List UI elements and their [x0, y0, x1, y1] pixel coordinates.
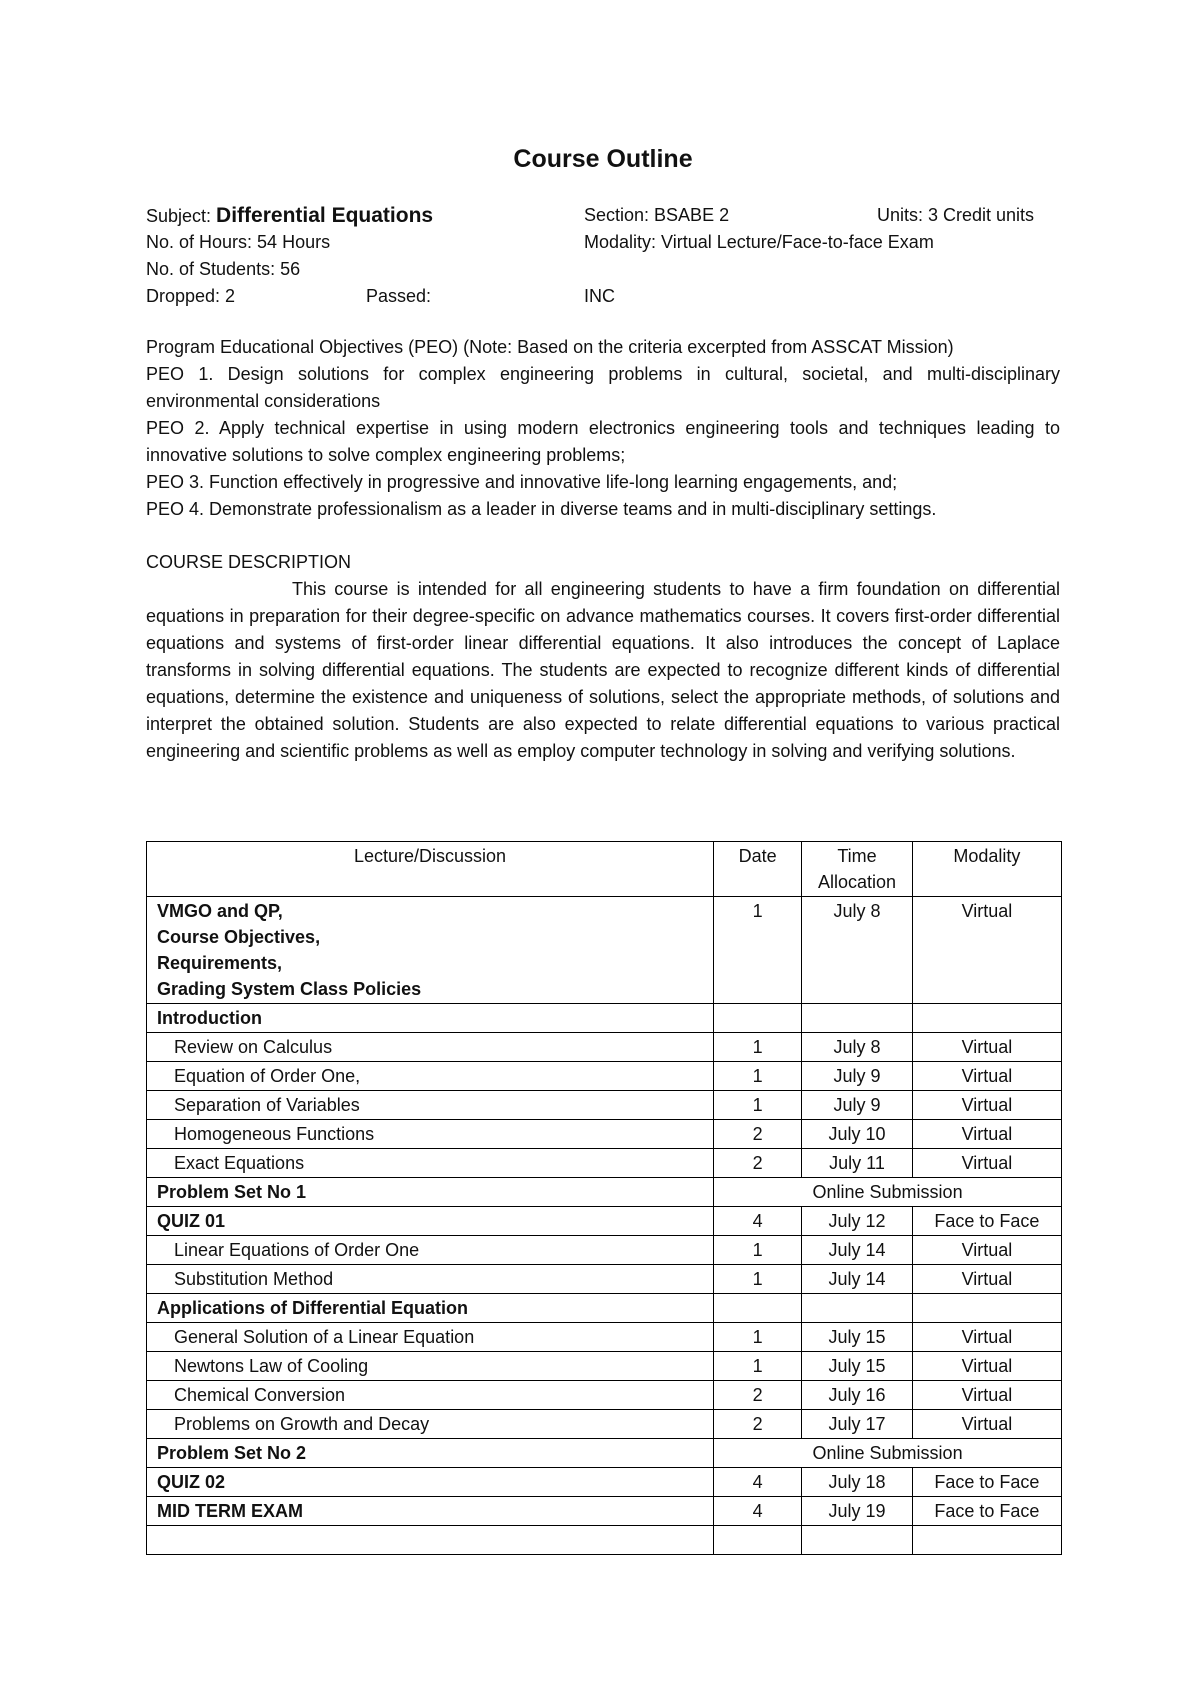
hours-info: No. of Hours: 54 Hours: [146, 232, 331, 252]
modality-cell: Face to Face: [912, 1497, 1061, 1526]
lecture-cell: Linear Equations of Order One: [147, 1236, 714, 1265]
time-cell: July 10: [802, 1120, 913, 1149]
subject-value: Differential Equations: [216, 204, 434, 227]
table-row: [147, 1236, 1062, 1265]
vmgo-line: Requirements,: [157, 953, 283, 973]
table-row-midterm: [147, 1497, 1062, 1526]
table-row-problem-set-2: [147, 1439, 1062, 1468]
table-row: [147, 1062, 1062, 1091]
time-cell: July 9: [802, 1062, 913, 1091]
document-page: [146, 145, 1060, 1521]
modality-cell: Virtual: [912, 1062, 1061, 1091]
time-cell: July 16: [802, 1381, 913, 1410]
date-cell: 1: [714, 1352, 802, 1381]
modality-info: Modality: Virtual Lecture/Face-to-face Exam: [584, 232, 934, 252]
lecture-cell: [147, 1526, 714, 1555]
modality-cell: Face to Face: [912, 1468, 1061, 1497]
vmgo-line: VMGO and QP,: [157, 901, 283, 921]
modality-cell: Virtual: [912, 1265, 1061, 1294]
table-row: [147, 1381, 1062, 1410]
lecture-cell: Separation of Variables: [147, 1091, 714, 1120]
table-header-row: [147, 842, 1062, 897]
header-time: Time Allocation: [802, 842, 913, 897]
vmgo-cell: [147, 897, 714, 1004]
table-row: [147, 1033, 1062, 1062]
table-row: [147, 1120, 1062, 1149]
table-row: [147, 1323, 1062, 1352]
peo-item-2: PEO 2. Apply technical expertise in using modern electronics engineering tools and techniques leading to innovative solutions to solve complex engineering problems;: [146, 418, 1060, 465]
table-row-section: [147, 1004, 1062, 1033]
time-cell: July 15: [802, 1352, 913, 1381]
inc-info: INC: [584, 286, 615, 306]
date-cell: [714, 1294, 802, 1323]
date-cell: 1: [714, 1091, 802, 1120]
modality-cell: Virtual: [912, 1033, 1061, 1062]
time-cell: July 17: [802, 1410, 913, 1439]
header-lecture: Lecture/Discussion: [147, 842, 714, 897]
date-cell: 2: [714, 1120, 802, 1149]
vmgo-line: Grading System Class Policies: [157, 979, 422, 999]
table-row: [147, 1410, 1062, 1439]
table-row: [147, 1352, 1062, 1381]
lecture-cell: Homogeneous Functions: [147, 1120, 714, 1149]
online-submission-cell: Online Submission: [714, 1439, 1062, 1468]
table-row-problem-set-1: [147, 1178, 1062, 1207]
date-cell: 1: [714, 1323, 802, 1352]
header-modality: Modality: [912, 842, 1061, 897]
modality-cell: [912, 1526, 1061, 1555]
date-cell: 2: [714, 1149, 802, 1178]
modality-cell: Face to Face: [912, 1207, 1061, 1236]
subject-line: [146, 202, 433, 230]
date-cell: 1: [714, 897, 802, 1004]
lecture-cell: Equation of Order One,: [147, 1062, 714, 1091]
modality-cell: Virtual: [912, 1323, 1061, 1352]
dropped-info: Dropped: 2: [146, 286, 236, 306]
time-cell: July 8: [802, 1033, 913, 1062]
peo-heading: Program Educational Objectives (PEO) (Note: Based on the criteria excerpted from ASSCAT Mission): [146, 337, 954, 357]
subject-label: Subject:: [146, 206, 217, 226]
time-cell: July 11: [802, 1149, 913, 1178]
modality-cell: Virtual: [912, 1091, 1061, 1120]
date-cell: 2: [714, 1410, 802, 1439]
table-row-quiz-02: [147, 1468, 1062, 1497]
time-cell: July 18: [802, 1468, 913, 1497]
table-row-empty: [147, 1526, 1062, 1555]
peo-section: [146, 334, 1060, 523]
table-row-quiz-01: [147, 1207, 1062, 1236]
modality-cell: Virtual: [912, 897, 1061, 1004]
peo-item-3: PEO 3. Function effectively in progressive and innovative life-long learning engagements, and;: [146, 472, 898, 492]
time-cell: July 15: [802, 1323, 913, 1352]
header-date: Date: [714, 842, 802, 897]
date-cell: 4: [714, 1468, 802, 1497]
vmgo-line: Course Objectives,: [157, 927, 321, 947]
date-cell: [714, 1526, 802, 1555]
lecture-cell: Exact Equations: [147, 1149, 714, 1178]
time-cell: [802, 1294, 913, 1323]
lecture-cell: General Solution of a Linear Equation: [147, 1323, 714, 1352]
course-description-heading: COURSE DESCRIPTION: [146, 552, 352, 572]
course-description-body: This course is intended for all engineering students to have a firm foundation on differential equations in preparation for their degree-specific on advance mathematics courses. It covers first-order differential equations and systems of first-order linear differential equations. It also introduces the concept of Laplace transforms in solving differential equations. The students are expected to recognize different kinds of differential equations, determine the existence and uniqueness of solutions, select the appropriate methods, of solutions and interpret the obtained solution. Students are also expected to relate differential equations to various practical engineering and scientific problems as well as employ computer technology in solving and verifying solutions.: [146, 579, 1060, 761]
lecture-cell: Review on Calculus: [147, 1033, 714, 1062]
modality-cell: Virtual: [912, 1381, 1061, 1410]
course-schedule-table: [146, 841, 1062, 1555]
date-cell: 1: [714, 1062, 802, 1091]
modality-cell: Virtual: [912, 1149, 1061, 1178]
table-row-vmgo: [147, 897, 1062, 1004]
section-title-cell: Applications of Differential Equation: [147, 1294, 714, 1323]
peo-item-4: PEO 4. Demonstrate professionalism as a leader in diverse teams and in multi-disciplinary settings.: [146, 499, 937, 519]
date-cell: 4: [714, 1497, 802, 1526]
date-cell: 1: [714, 1236, 802, 1265]
time-cell: July 12: [802, 1207, 913, 1236]
lecture-cell: Problem Set No 1: [147, 1178, 714, 1207]
course-info: [146, 202, 1060, 314]
lecture-cell: QUIZ 01: [147, 1207, 714, 1236]
time-cell: July 14: [802, 1236, 913, 1265]
modality-cell: Virtual: [912, 1236, 1061, 1265]
table-row: [147, 1091, 1062, 1120]
time-cell: [802, 1526, 913, 1555]
modality-cell: Virtual: [912, 1120, 1061, 1149]
lecture-cell: Problems on Growth and Decay: [147, 1410, 714, 1439]
time-cell: July 19: [802, 1497, 913, 1526]
lecture-cell: Substitution Method: [147, 1265, 714, 1294]
time-cell: July 14: [802, 1265, 913, 1294]
modality-cell: [912, 1294, 1061, 1323]
time-cell: July 8: [802, 897, 913, 1004]
date-cell: 4: [714, 1207, 802, 1236]
online-submission-cell: Online Submission: [714, 1178, 1062, 1207]
peo-item-1: PEO 1. Design solutions for complex engineering problems in cultural, societal, and multi-disciplinary environmental considerations: [146, 364, 1060, 411]
time-cell: [802, 1004, 913, 1033]
section-title-cell: Introduction: [147, 1004, 714, 1033]
table-row: [147, 1149, 1062, 1178]
modality-cell: Virtual: [912, 1410, 1061, 1439]
students-info: No. of Students: 56: [146, 259, 301, 279]
lecture-cell: Problem Set No 2: [147, 1439, 714, 1468]
table-row: [147, 1265, 1062, 1294]
page-title: Course Outline: [513, 145, 693, 173]
lecture-cell: QUIZ 02: [147, 1468, 714, 1497]
lecture-cell: Chemical Conversion: [147, 1381, 714, 1410]
date-cell: 1: [714, 1265, 802, 1294]
modality-cell: Virtual: [912, 1352, 1061, 1381]
table-row-section: [147, 1294, 1062, 1323]
section-info: Section: BSABE 2: [584, 205, 730, 225]
time-cell: July 9: [802, 1091, 913, 1120]
lecture-cell: Newtons Law of Cooling: [147, 1352, 714, 1381]
passed-info: Passed:: [366, 286, 432, 306]
date-cell: 2: [714, 1381, 802, 1410]
units-info: Units: 3 Credit units: [877, 205, 1035, 225]
lecture-cell: MID TERM EXAM: [147, 1497, 714, 1526]
modality-cell: [912, 1004, 1061, 1033]
date-cell: 1: [714, 1033, 802, 1062]
date-cell: [714, 1004, 802, 1033]
